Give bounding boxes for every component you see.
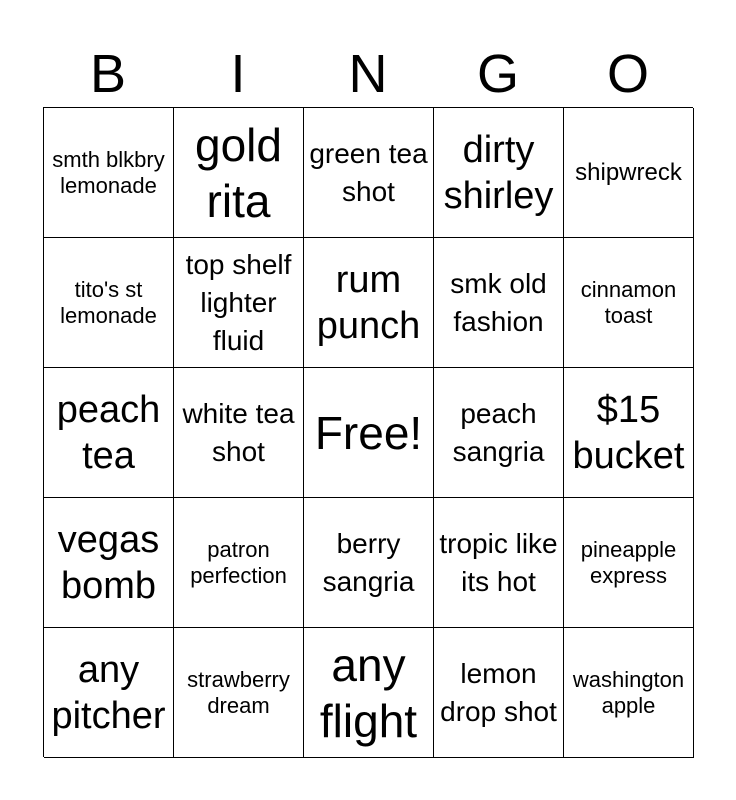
cell-label: top shelf lighter fluid [185,248,292,356]
bingo-cell[interactable] [174,108,304,238]
bingo-cell[interactable] [434,368,564,498]
bingo-header [43,40,693,108]
free-space-label: Free! [314,406,423,459]
cell-label: dirty shirley [443,128,554,217]
bingo-cell[interactable] [564,368,694,498]
bingo-cell[interactable] [44,498,174,628]
bingo-cell[interactable] [564,238,694,368]
bingo-cell[interactable] [174,368,304,498]
cell-label: pineapple express [580,536,677,588]
cell-label: cinnamon toast [580,276,677,328]
cell-label: $15 bucket [572,388,685,477]
cell-label: washington apple [572,666,685,718]
bingo-grid [43,107,693,757]
cell-label: patron perfection [190,536,287,588]
header-letter-o: O [606,44,649,104]
header-letter-b: B [89,44,127,104]
bingo-cell[interactable] [564,108,694,238]
cell-label: strawberry dream [187,666,290,718]
cell-label: any flight [319,638,418,747]
bingo-cell[interactable] [174,238,304,368]
bingo-cell[interactable] [44,238,174,368]
bingo-cell[interactable] [174,498,304,628]
bingo-cell[interactable] [434,628,564,758]
bingo-cell[interactable] [174,628,304,758]
cell-label: rum punch [316,258,421,347]
bingo-cell[interactable] [304,498,434,628]
free-space-cell[interactable] [304,368,434,498]
bingo-cell[interactable] [434,498,564,628]
bingo-cell[interactable] [304,628,434,758]
bingo-cell[interactable] [304,238,434,368]
header-letter-i: I [230,44,246,104]
bingo-cell[interactable] [44,628,174,758]
cell-label: shipwreck [575,158,682,186]
header-letter-g: G [476,44,519,104]
cell-label: smk old fashion [450,267,547,337]
cell-label: berry sangria [322,527,415,597]
bingo-cell[interactable] [434,238,564,368]
cell-label: lemon drop shot [440,657,557,727]
bingo-cell[interactable] [564,628,694,758]
cell-label: peach tea [56,388,161,477]
bingo-cell[interactable] [44,368,174,498]
cell-label: gold rita [195,118,282,227]
cell-label: tropic like its hot [439,527,558,597]
bingo-cell[interactable] [434,108,564,238]
cell-label: any pitcher [51,648,166,737]
cell-label: white tea shot [182,397,295,467]
cell-label: vegas bomb [57,518,160,607]
bingo-cell[interactable] [564,498,694,628]
cell-label: green tea shot [309,137,428,207]
bingo-cell[interactable] [44,108,174,238]
cell-label: peach sangria [452,397,545,467]
bingo-cell[interactable] [304,108,434,238]
cell-label: tito's st lemonade [60,276,157,328]
header-letter-n: N [348,44,388,104]
cell-label: smth blkbry lemonade [52,146,165,198]
